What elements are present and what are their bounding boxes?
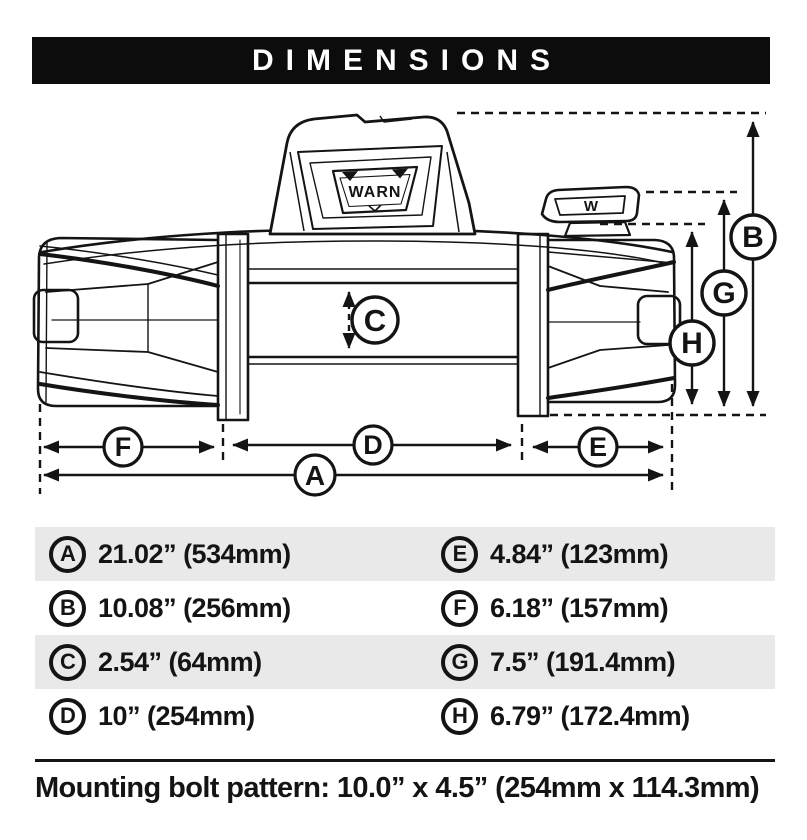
callout-f (104, 428, 142, 466)
table-row (35, 635, 775, 689)
dimension-entry-c (35, 635, 405, 689)
table-row (35, 581, 775, 635)
dimension-value-b: 10.08” (256mm) (98, 592, 291, 623)
callout-a (295, 455, 335, 495)
dimension-entry-a (35, 527, 405, 581)
callout-badge-e: E (441, 536, 478, 573)
table-row (35, 689, 775, 743)
clutch-lever (542, 187, 639, 236)
clutch-logo: W (583, 198, 599, 215)
callout-badge-a: A (49, 536, 86, 573)
svg-text:E: E (588, 432, 608, 462)
control-pack (270, 115, 475, 234)
winch-diagram (0, 95, 807, 505)
dimension-value-a: 21.02” (534mm) (98, 538, 291, 569)
callout-badge-c: C (49, 644, 86, 681)
dimension-value-h: 6.79” (172.4mm) (490, 700, 690, 731)
brand-logo: WARN (348, 184, 402, 201)
svg-text:D: D (363, 430, 383, 460)
dimension-value-g: 7.5” (191.4mm) (490, 646, 676, 677)
table-row (35, 527, 775, 581)
callout-badge-d: D (49, 698, 86, 735)
callout-b (731, 215, 775, 259)
mounting-bolt-pattern-note: Mounting bolt pattern: 10.0” x 4.5” (254mm x 114.3mm) (35, 772, 760, 804)
callout-d (354, 426, 392, 464)
dimension-value-d: 10” (254mm) (98, 700, 255, 731)
dimension-entry-h (405, 689, 775, 743)
dimension-entry-g (405, 635, 775, 689)
warn-badge (333, 167, 417, 213)
dimension-value-e: 4.84” (123mm) (490, 538, 669, 569)
section-header (32, 37, 770, 84)
callout-g (702, 271, 746, 315)
callout-badge-b: B (49, 590, 86, 627)
motor-housing (34, 238, 218, 406)
callout-c (352, 297, 398, 343)
dimension-entry-e (405, 527, 775, 581)
gear-housing (548, 240, 680, 402)
dimension-value-c: 2.54” (64mm) (98, 646, 262, 677)
section-title: DIMENSIONS (251, 43, 563, 77)
svg-text:G: G (712, 277, 736, 310)
callout-badge-h: H (441, 698, 478, 735)
callout-badge-f: F (441, 590, 478, 627)
svg-text:F: F (114, 432, 132, 462)
footer-divider (35, 759, 775, 762)
callout-badge-g: G (441, 644, 478, 681)
dimension-entry-d (35, 689, 405, 743)
svg-text:H: H (681, 327, 703, 360)
svg-text:B: B (742, 221, 764, 254)
right-tie-plate (518, 234, 548, 416)
callout-e (579, 428, 617, 466)
dimensions-table (35, 527, 775, 743)
dimension-entry-b (35, 581, 405, 635)
svg-text:A: A (304, 460, 326, 491)
left-tie-plate (218, 234, 248, 420)
dimension-entry-f (405, 581, 775, 635)
svg-text:C: C (363, 303, 387, 338)
winch-technical-drawing (0, 95, 807, 505)
dimension-value-f: 6.18” (157mm) (490, 592, 669, 623)
callout-h (670, 321, 714, 365)
